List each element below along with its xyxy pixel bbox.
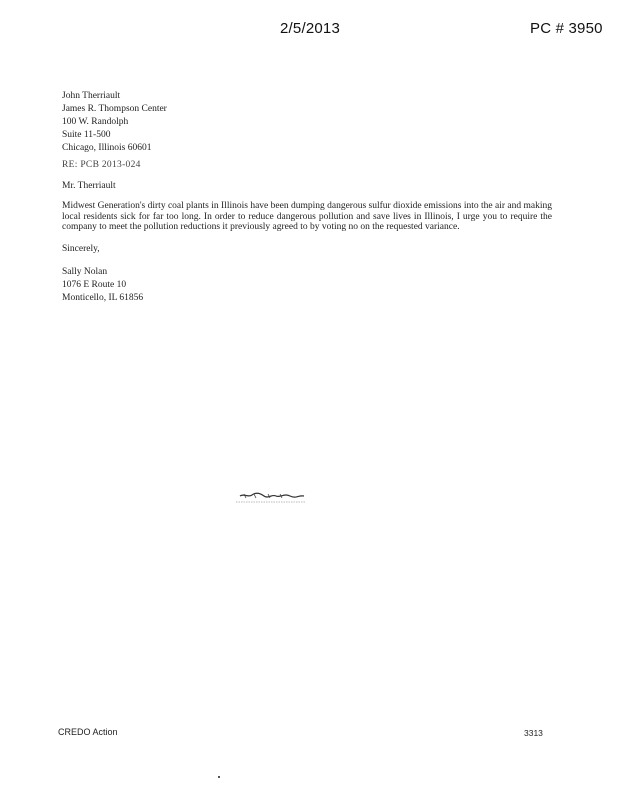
header-date: 2/5/2013 — [280, 20, 340, 37]
header-pc-number: PC # 3950 — [530, 20, 603, 37]
recipient-suite: Suite 11-500 — [62, 130, 111, 140]
scan-speck — [218, 776, 220, 778]
letter — [62, 90, 552, 305]
footer-page-code: 3313 — [524, 728, 543, 738]
sender-block — [62, 266, 552, 305]
footer-source: CREDO Action — [58, 727, 118, 737]
recipient-street: 100 W. Randolph — [62, 117, 129, 127]
received-stamp-mark — [234, 490, 308, 508]
recipient-city: Chicago, Illinois 60601 — [62, 143, 152, 153]
re-line: RE: PCB 2013-024 — [62, 160, 141, 170]
recipient-name: John Therriault — [62, 91, 121, 101]
sender-name: Sally Nolan — [62, 266, 108, 277]
recipient-building: James R. Thompson Center — [62, 104, 167, 114]
sender-street: 1076 E Route 10 — [62, 279, 127, 290]
closing: Sincerely, — [62, 243, 100, 254]
sender-city: Monticello, IL 61856 — [62, 292, 144, 303]
salutation: Mr. Therriault — [62, 181, 116, 191]
recipient-address — [62, 90, 552, 155]
letter-body: Midwest Generation's dirty coal plants in Illinois have been dumping dangerous sulfur dioxide emissions into the air and making local residents sick for far too long. In order to reduce dangerous pollution and save lives in Illinois, I urge you to require the company to meet the pollution reductions it previously agreed to by voting no on the requested variance. — [62, 201, 552, 232]
